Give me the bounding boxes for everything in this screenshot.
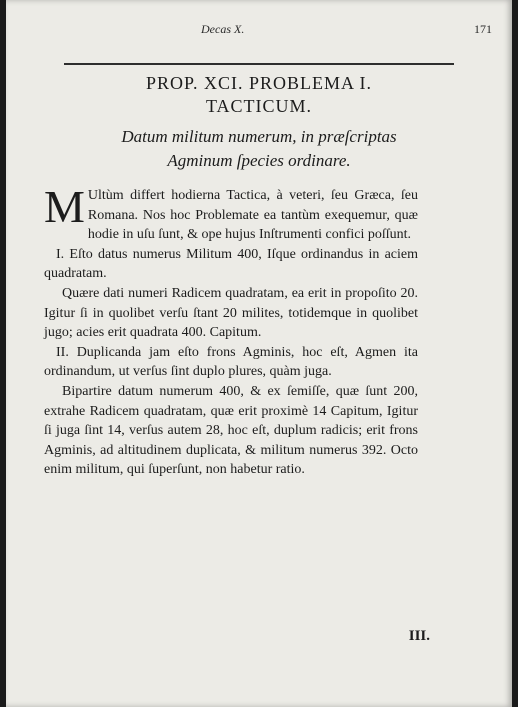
header-rule [64,63,454,65]
paragraph-4: Bipartire datum numerum 400, & ex ſemiſſe, quæ ſunt 200, extrahe Radicem quadratam, quæ erit proximè 14 Capitum, Igitur ſi juga ſint 14, verſus autem 28, hoc eſt, duplum radicis; erit frons Agminis, ad altitudinem duplicata, & militum numerus 392. Octo enim militum, qui ſuperſunt, non habetur ratio. [44,383,418,478]
paragraph-1: I. Eſto datus numerus Militum 400, Iſque ordinandus in aciem quadratam. [44,246,418,282]
title-line-2: TACTICUM. [205,96,313,116]
body-text [44,181,418,480]
proposition-title [36,72,482,118]
proposition-subtitle [46,125,472,173]
paragraph-2: Quære dati numeri Radicem quadratam, ea erit in propoſito 20. Igitur ſi in quolibet verſu ſtant 20 milites, totidemque in quolibet jugo; acies erit quadrata 400. Capitum. [44,285,418,341]
drop-cap: M [44,181,85,232]
page-header [6,22,512,42]
running-head: Decas X. [201,22,245,36]
title-line-1: PROP. XCI. PROBLEMA I. [145,73,373,93]
catchword: III. [408,628,430,644]
paragraph-3: II. Duplicanda jam eſto frons Agminis, hoc eſt, Agmen ita ordinandum, ut verſus ſint duplo plures, quàm juga. [44,344,418,380]
subtitle-line-1: Datum militum numerum, in præſcriptas [121,127,397,146]
subtitle-line-2: Agminum ſpecies ordinare. [167,151,351,170]
book-page [6,0,512,707]
page-number: 171 [474,22,492,36]
intro-paragraph [44,181,418,245]
intro-text: Ultùm differt hodierna Tactica, à veteri, ſeu Græca, ſeu Romana. Nos hoc Problemate ea tantùm exequemur, quæ hodie in uſu ſunt, & ope hujus Inſtrumenti confici poſſunt. [87,188,418,243]
